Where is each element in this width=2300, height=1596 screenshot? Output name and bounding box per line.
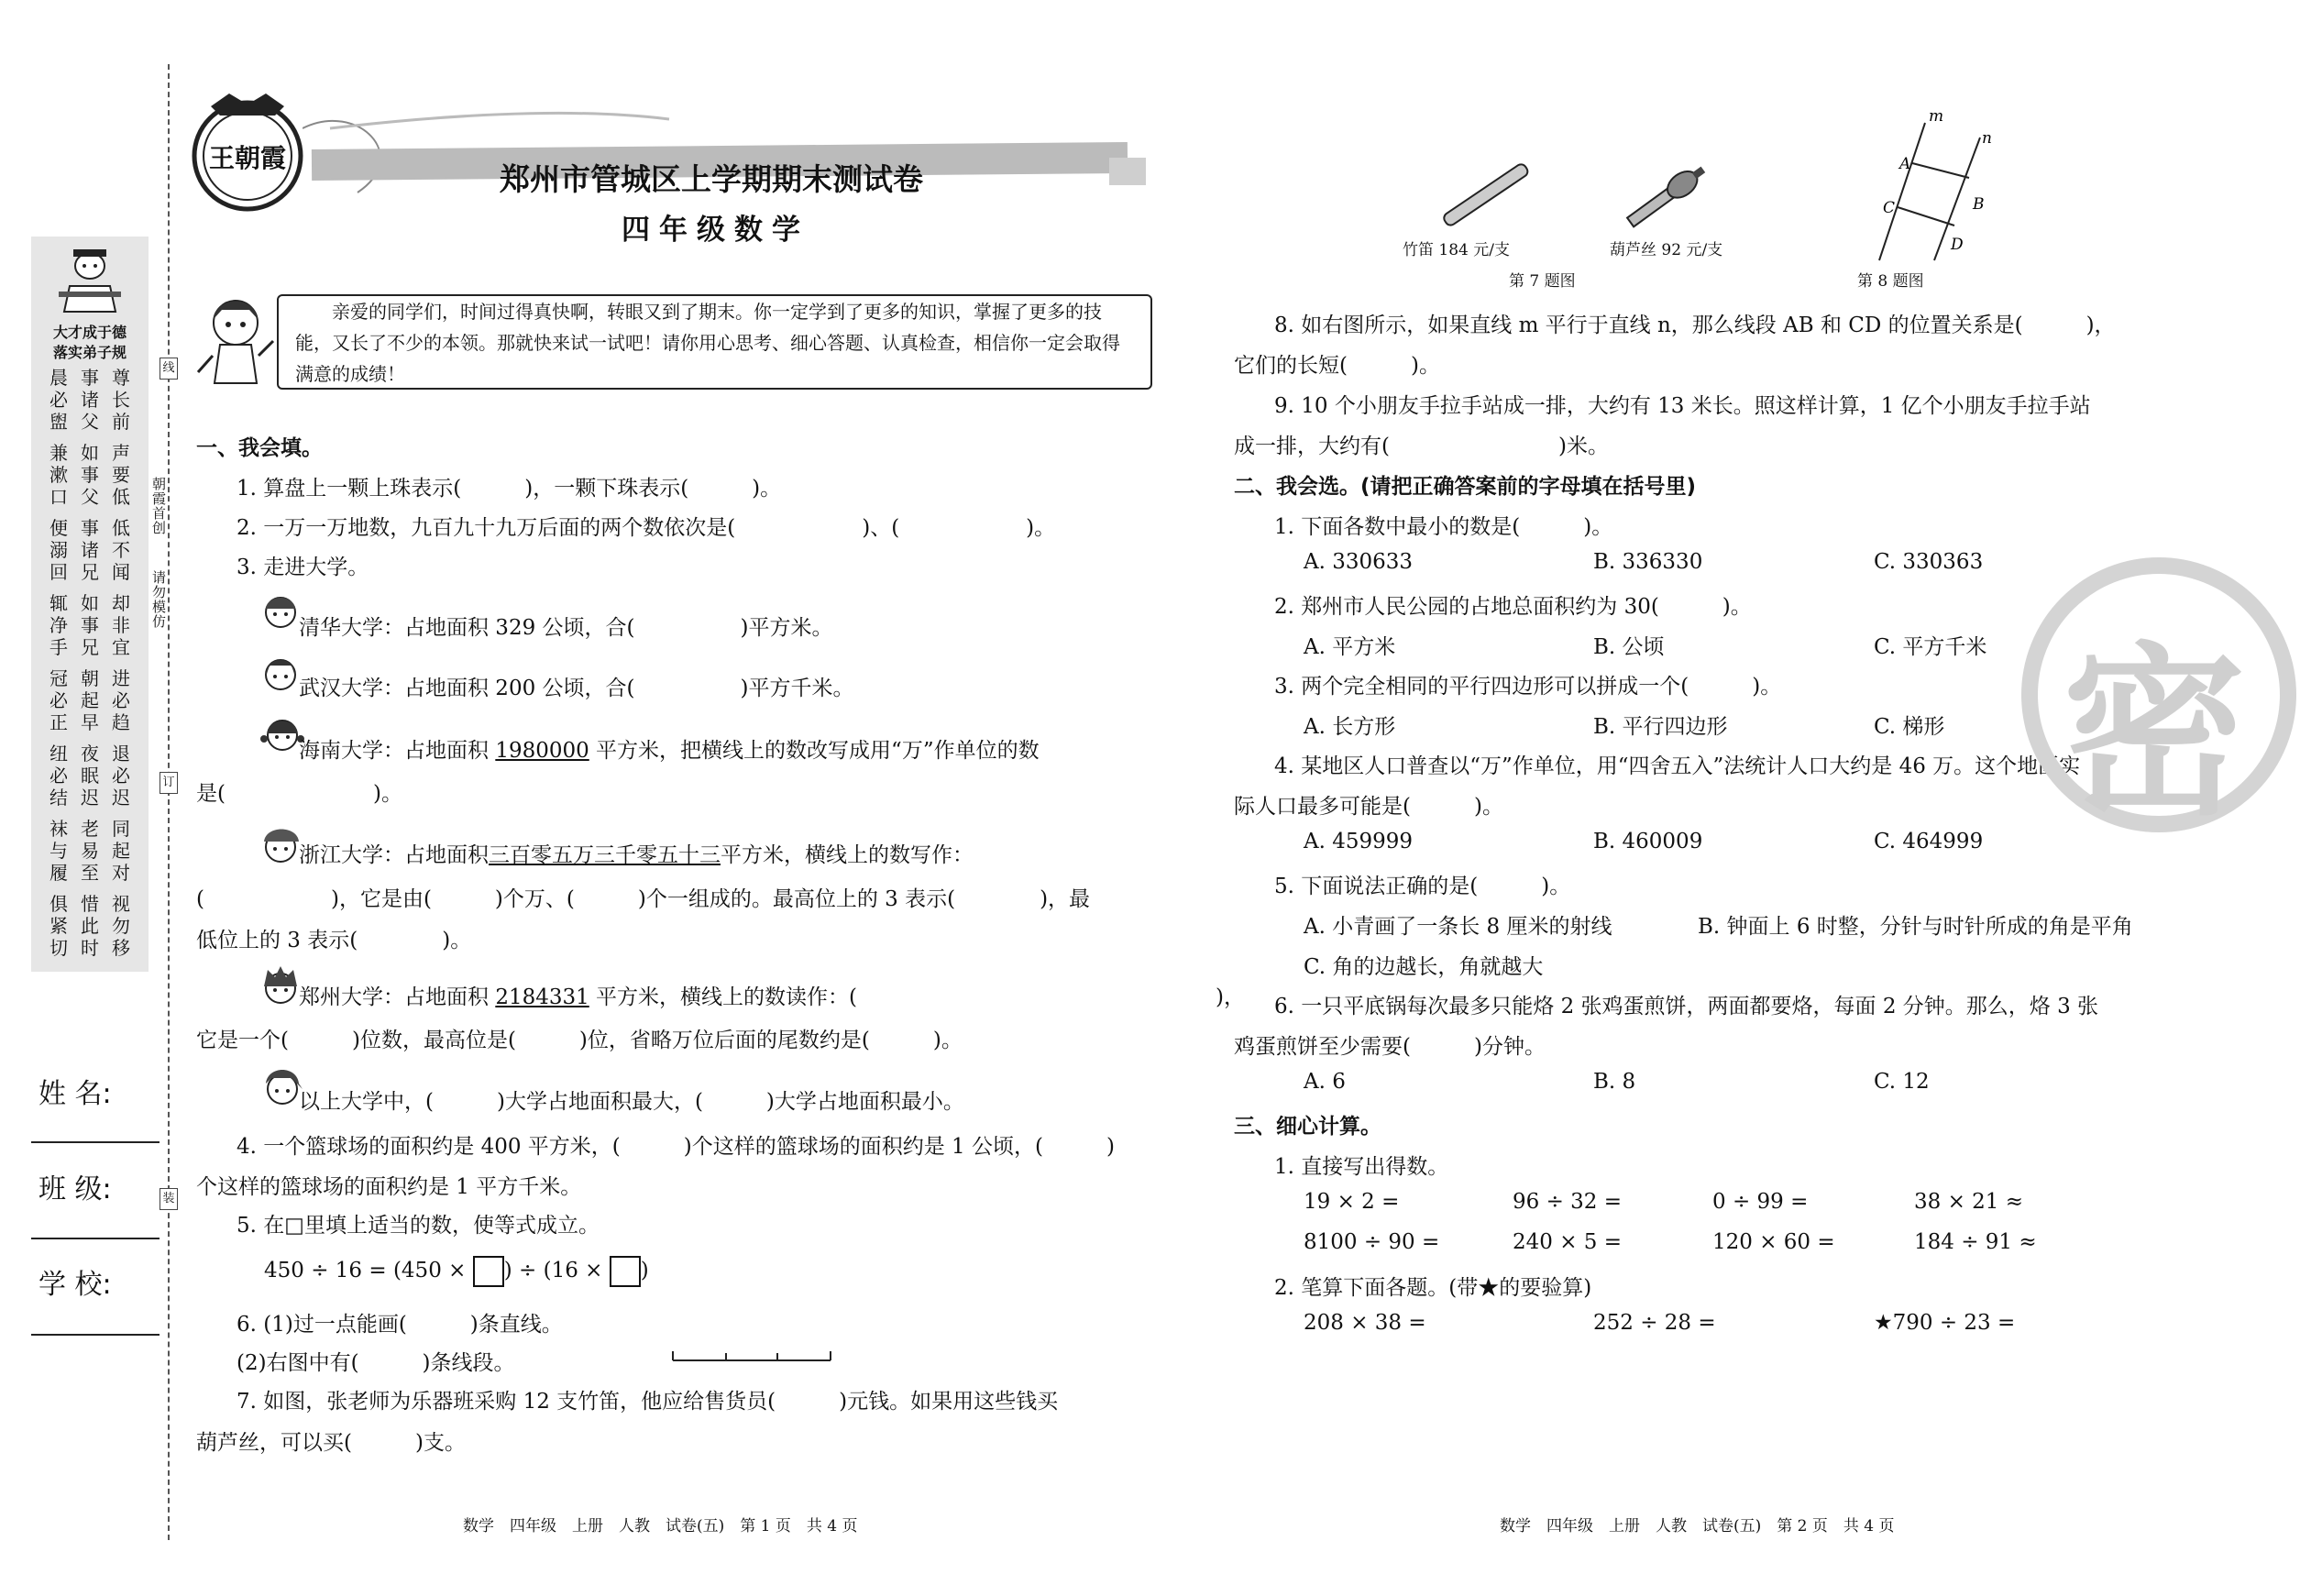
- motto-group: [31, 367, 149, 433]
- motto-char: 袜: [50, 818, 68, 840]
- motto-char: 兄: [81, 561, 99, 583]
- q3-summary: 以上大学中，( )大学占地面积最大，( )大学占地面积最小。: [299, 1090, 964, 1114]
- choice-6-line1: 6. 一只平底锅每次最多只能烙 2 张鸡蛋煎饼，两面都要烙，每面 2 分钟。那么，烙 3 张: [1274, 995, 2099, 1018]
- motto-column: [112, 442, 130, 508]
- q3-zhejiang-number: 三百零五万三千零五十三: [489, 843, 721, 867]
- q3-tsinghua: 清华大学：占地面积 329 公顷，合( )平方米。: [299, 616, 833, 640]
- school-label: 学 校:: [39, 1269, 112, 1301]
- calc-item: 8100 ÷ 90 =: [1304, 1230, 1440, 1254]
- section-3-heading: 三、细心计算。: [1234, 1115, 1381, 1139]
- label-n: n: [1982, 129, 1992, 148]
- motto-column: [81, 743, 99, 809]
- motto-column: [81, 367, 99, 433]
- q5-eq-a: 450 ÷ 16 = (450 ×: [264, 1259, 473, 1282]
- calc-item: 96 ÷ 32 =: [1513, 1190, 1623, 1214]
- motto-group: [31, 743, 149, 809]
- publisher-logo: [183, 88, 312, 216]
- q8-line1: 8. 如右图所示，如果直线 m 平行于直线 n，那么线段 AB 和 CD 的位置关系是( )，: [1274, 314, 2116, 337]
- exam-subtitle: 四年级数学: [622, 214, 809, 247]
- q3-zhejiang-text-b: 平方米，横线上的数写作：: [721, 843, 974, 867]
- q3-zhejiang-text-a: 浙江大学：占地面积: [299, 843, 489, 867]
- motto-char: 同: [112, 818, 130, 840]
- q3-zhengzhou-number: 2184331: [495, 985, 589, 1009]
- class-label: 班 级:: [39, 1173, 112, 1205]
- answer-box[interactable]: [610, 1256, 641, 1287]
- secret-seal-char: 密: [2063, 627, 2247, 841]
- choice-3-opt-c: C. 梯形: [1874, 715, 1945, 739]
- motto-line-2: 落实弟子规: [52, 344, 127, 361]
- q6-part2: (2)右图中有( )条线段。: [237, 1351, 515, 1375]
- calc-2-heading: 2. 笔算下面各题。(带★的要验算): [1274, 1276, 1592, 1300]
- motto-char: 却: [112, 592, 130, 614]
- motto-char: 时: [81, 937, 99, 959]
- motto-column: [50, 667, 68, 733]
- motto-char: 声: [112, 442, 130, 464]
- hulusi-figure: [1613, 152, 1714, 244]
- q9-line1: 9. 10 个小朋友手拉手站成一排，大约有 13 米长。照这样计算，1 亿个小朋友手拉手站: [1274, 394, 2091, 418]
- choice-3-opt-b: B. 平行四边形: [1593, 715, 1728, 739]
- calc-1-heading: 1. 直接写出得数。: [1274, 1155, 1449, 1179]
- motto-char: 诸: [81, 539, 99, 561]
- motto-char: 长: [112, 389, 130, 411]
- choice-5-opt-c: C. 角的边越长，角就越大: [1304, 955, 1544, 979]
- section-2-heading: 二、我会选。(请把正确答案前的字母填在括号里): [1234, 475, 1697, 499]
- motto-char: 前: [112, 411, 130, 433]
- motto-char: 如: [81, 442, 99, 464]
- motto-column: [112, 893, 130, 959]
- q3-zhengzhou-line2: 它是一个( )位数，最高位是( )位，省略万位后面的尾数约是( )。: [196, 1029, 963, 1052]
- choice-6-line2: 鸡蛋煎饼至少需要( )分钟。: [1234, 1035, 1546, 1059]
- motto-char: 至: [81, 862, 99, 884]
- motto-column: [50, 743, 68, 809]
- choice-1-opt-b: B. 336330: [1593, 550, 1703, 574]
- motto-column: [50, 442, 68, 508]
- logo-text: 王朝霞: [208, 143, 287, 173]
- binding-mark-bind: 装: [160, 1188, 178, 1210]
- q3-zhejiang: [299, 838, 974, 868]
- motto-char: 迟: [112, 787, 130, 809]
- student-avatar-icon: [260, 711, 304, 761]
- motto-char: 此: [81, 915, 99, 937]
- motto-char: 纽: [50, 743, 68, 765]
- q3-zhengzhou-text-b: 平方米，横线上的数读作：( )，: [589, 985, 1246, 1009]
- motto-char: 父: [81, 486, 99, 508]
- q5-equation: [264, 1256, 649, 1287]
- motto-column: [50, 517, 68, 583]
- motto-char: 趋: [112, 711, 130, 733]
- motto-char: 溺: [50, 539, 68, 561]
- fig7-caption: 第 7 题图: [1509, 272, 1576, 291]
- binding-line: [168, 64, 170, 1540]
- motto-char: 便: [50, 517, 68, 539]
- motto-char: 兄: [81, 636, 99, 658]
- motto-column: [112, 592, 130, 658]
- motto-column: [112, 517, 130, 583]
- footer-page1: 数学 四年级 上册 人教 试卷(五) 第 1 页 共 4 页: [463, 1517, 858, 1535]
- student-avatar-icon: [260, 821, 303, 871]
- choice-4-opt-a: A. 459999: [1304, 830, 1414, 853]
- motto-char: 朝: [81, 667, 99, 689]
- choice-4-line2: 际人口最多可能是( )。: [1234, 795, 1503, 819]
- student-avatar-icon: [260, 653, 301, 699]
- choice-5-opt-b: B. 钟面上 6 时整，分针与时针所成的角是平角: [1698, 915, 2133, 939]
- label-C: C: [1883, 199, 1896, 217]
- motto-char: 必: [50, 389, 68, 411]
- choice-6-opt-c: C. 12: [1874, 1070, 1930, 1094]
- student-avatar-icon: [260, 963, 303, 1012]
- binding-mark-line: 线: [160, 358, 178, 380]
- motto-char: 切: [50, 937, 68, 959]
- motto-char: 眠: [81, 765, 99, 787]
- label-B: B: [1973, 195, 1985, 214]
- fig8-caption: 第 8 题图: [1857, 272, 1924, 291]
- motto-char: 尊: [112, 367, 130, 389]
- motto-char: 盥: [50, 411, 68, 433]
- class-field[interactable]: [31, 1238, 160, 1239]
- q4-line1: 4. 一个篮球场的面积约是 400 平方米，( )个这样的篮球场的面积约是 1 公顷，( ): [237, 1135, 1115, 1159]
- name-field[interactable]: [31, 1141, 160, 1143]
- parallel-lines-figure: [1843, 110, 2017, 264]
- motto-char: 正: [50, 711, 68, 733]
- motto-char: 俱: [50, 893, 68, 915]
- motto-char: 兼: [50, 442, 68, 464]
- q7-line1: 7. 如图，张老师为乐器班采购 12 支竹笛，他应给售货员( )元钱。如果用这些钱买: [237, 1390, 1059, 1414]
- motto-char: 必: [112, 689, 130, 711]
- exam-title: 郑州市管城区上学期期末测试卷: [500, 161, 923, 197]
- motto-column: [112, 667, 130, 733]
- motto-char: 口: [50, 486, 68, 508]
- motto-column: [112, 743, 130, 809]
- q9-line2: 成一排，大约有( )米。: [1234, 435, 1609, 458]
- label-A: A: [1899, 155, 1911, 173]
- q5: 5. 在□里填上适当的数，使等式成立。: [237, 1214, 600, 1238]
- q1: 1. 算盘上一颗上珠表示( )，一颗下珠表示( )。: [237, 477, 782, 501]
- copyright-note-2: 请勿模仿: [150, 570, 167, 629]
- motto-group: [31, 517, 149, 583]
- q5-eq-c: ): [640, 1259, 649, 1282]
- q8-line2: 它们的长短( )。: [1234, 354, 1440, 378]
- calc-item: 208 × 38 =: [1304, 1311, 1426, 1335]
- motto-char: 进: [112, 667, 130, 689]
- motto-char: 事: [81, 367, 99, 389]
- motto-column: [112, 818, 130, 884]
- choice-1: 1. 下面各数中最小的数是( )。: [1274, 515, 1613, 539]
- motto-char: 事: [81, 464, 99, 486]
- motto-column: [81, 893, 99, 959]
- q7-line2: 葫芦丝，可以买( )支。: [196, 1431, 466, 1455]
- choice-6-opt-b: B. 8: [1593, 1070, 1636, 1094]
- intro-text: 亲爱的同学们，时间过得真快啊，转眼又到了期末。你一定学到了更多的知识，掌握了更多的技能，又长了不少的本领。那就快来试一试吧！请你用心思考、细心答题、认真检查，相信你一定会取得满意的成绩！: [295, 301, 1120, 385]
- motto-group: [31, 667, 149, 733]
- motto-group: [31, 442, 149, 508]
- motto-column: [50, 818, 68, 884]
- calc-item: 120 × 60 =: [1712, 1230, 1835, 1254]
- q6-part1: 6. (1)过一点能画( )条直线。: [237, 1313, 563, 1337]
- motto-char: 勿: [112, 915, 130, 937]
- label-D: D: [1951, 236, 1964, 254]
- q4-line2: 个这样的篮球场的面积约是 1 平方千米。: [196, 1175, 582, 1199]
- motto-char: 迟: [81, 787, 99, 809]
- q3-zhejiang-line2: ( )，它是由( )个万、( )个一组成的。最高位上的 3 表示( )，最: [196, 887, 1091, 911]
- motto-char: 对: [112, 862, 130, 884]
- motto-char: 手: [50, 636, 68, 658]
- motto-char: 老: [81, 818, 99, 840]
- motto-char: 低: [112, 517, 130, 539]
- motto-column: [112, 367, 130, 433]
- choice-5-opt-a: A. 小青画了一条长 8 厘米的射线: [1304, 915, 1612, 939]
- motto-char: 退: [112, 743, 130, 765]
- scholar-illustration: [57, 246, 123, 315]
- motto-char: 紧: [50, 915, 68, 937]
- flute-caption: 竹笛 184 元/支: [1403, 241, 1510, 259]
- motto-char: 结: [50, 787, 68, 809]
- choice-2-opt-c: C. 平方千米: [1874, 635, 1987, 659]
- motto-char: 回: [50, 561, 68, 583]
- choice-2-opt-a: A. 平方米: [1304, 635, 1396, 659]
- calc-item: 38 × 21 ≈: [1914, 1190, 2024, 1214]
- motto-char: 必: [50, 765, 68, 787]
- motto-column: [50, 893, 68, 959]
- choice-1-opt-a: A. 330633: [1304, 550, 1414, 574]
- motto-group: [31, 818, 149, 884]
- motto-char: 起: [81, 689, 99, 711]
- q3-zhejiang-line3: 低位上的 3 表示( )。: [196, 929, 472, 952]
- motto-line-1: 大才成于德: [52, 324, 127, 341]
- motto-char: 与: [50, 840, 68, 862]
- answer-box[interactable]: [473, 1256, 504, 1287]
- motto-char: 诸: [81, 389, 99, 411]
- q3-zhengzhou-text-a: 郑州大学：占地面积: [299, 985, 496, 1009]
- motto-char: 要: [112, 464, 130, 486]
- motto-char: 净: [50, 614, 68, 636]
- calc-item: ★790 ÷ 23 =: [1874, 1311, 2016, 1335]
- choice-6-opt-a: A. 6: [1304, 1070, 1346, 1094]
- motto-group: [31, 592, 149, 658]
- q3-hainan-text-b: 平方米，把横线上的数改写成用“万”作单位的数: [589, 739, 1040, 763]
- label-m: m: [1929, 110, 1944, 126]
- motto-char: 冠: [50, 667, 68, 689]
- calc-item: 240 × 5 =: [1513, 1230, 1623, 1254]
- q3-hainan-answer: 是( )。: [196, 782, 402, 806]
- name-label: 姓 名:: [39, 1078, 112, 1110]
- motto-char: 宜: [112, 636, 130, 658]
- school-field[interactable]: [31, 1334, 160, 1336]
- choice-1-opt-c: C. 330363: [1874, 550, 1984, 574]
- q5-eq-b: ) ÷ (16 ×: [503, 1259, 610, 1282]
- intro-box: [277, 294, 1152, 390]
- choice-4-opt-c: C. 464999: [1874, 830, 1984, 853]
- choice-4-opt-b: B. 460009: [1593, 830, 1703, 853]
- q2: 2. 一万一万地数，九百九十九万后面的两个数依次是( )、( )。: [237, 516, 1056, 540]
- motto-char: 移: [112, 937, 130, 959]
- motto-char: 惜: [81, 893, 99, 915]
- segment-figure: [669, 1346, 834, 1368]
- q3-hainan-number: 1980000: [495, 739, 589, 763]
- copyright-note-1: 朝霞首创: [150, 477, 167, 535]
- motto-char: 低: [112, 486, 130, 508]
- motto-column: [50, 367, 68, 433]
- q3-zhengzhou: [299, 980, 1245, 1010]
- choice-3-opt-a: A. 长方形: [1304, 715, 1396, 739]
- q3-wuhan: 武汉大学：占地面积 200 公顷，合( )平方千米。: [299, 677, 854, 700]
- motto-column: [81, 818, 99, 884]
- motto-char: 履: [50, 862, 68, 884]
- calc-item: 19 × 2 =: [1304, 1190, 1400, 1214]
- choice-3: 3. 两个完全相同的平行四边形可以拼成一个( )。: [1274, 675, 1782, 699]
- binding-mark-order: 订: [160, 772, 178, 794]
- motto-char: 必: [50, 689, 68, 711]
- choice-4-line1: 4. 某地区人口普查以“万”作单位，用“四舍五入”法统计人口大约是 46 万。这个地区实: [1274, 754, 2081, 778]
- motto-char: 如: [81, 592, 99, 614]
- motto-group: [31, 893, 149, 959]
- motto-char: 非: [112, 614, 130, 636]
- motto-column: [81, 517, 99, 583]
- motto-char: 易: [81, 840, 99, 862]
- q3: 3. 走进大学。: [237, 556, 369, 579]
- student-avatar-icon: [260, 1062, 304, 1113]
- motto-char: 视: [112, 893, 130, 915]
- student-avatar-icon: [260, 590, 301, 636]
- motto-char: 辄: [50, 592, 68, 614]
- motto-char: 事: [81, 614, 99, 636]
- motto-char: 事: [81, 517, 99, 539]
- motto-column: [81, 442, 99, 508]
- motto-char: 起: [112, 840, 130, 862]
- motto-char: 早: [81, 711, 99, 733]
- motto-char: 漱: [50, 464, 68, 486]
- choice-2-opt-b: B. 公顷: [1593, 635, 1665, 659]
- motto-char: 父: [81, 411, 99, 433]
- calc-item: 184 ÷ 91 ≈: [1914, 1230, 2037, 1254]
- motto-sidebar: [31, 237, 149, 972]
- motto-column: [50, 592, 68, 658]
- q3-hainan: [299, 733, 1040, 764]
- calc-item: 0 ÷ 99 =: [1712, 1190, 1809, 1214]
- motto-char: 晨: [50, 367, 68, 389]
- footer-page2: 数学 四年级 上册 人教 试卷(五) 第 2 页 共 4 页: [1500, 1517, 1895, 1535]
- motto-char: 必: [112, 765, 130, 787]
- motto-column: [81, 667, 99, 733]
- q3-hainan-text-a: 海南大学：占地面积: [299, 739, 496, 763]
- choice-2: 2. 郑州市人民公园的占地总面积约为 30( )。: [1274, 595, 1752, 619]
- hulusi-caption: 葫芦丝 92 元/支: [1610, 241, 1723, 259]
- motto-char: 闻: [112, 561, 130, 583]
- choice-5: 5. 下面说法正确的是( )。: [1274, 875, 1571, 898]
- motto-char: 不: [112, 539, 130, 561]
- section-1-heading: 一、我会填。: [196, 436, 323, 460]
- motto-char: 夜: [81, 743, 99, 765]
- mascot-girl-illustration: [194, 292, 277, 392]
- motto-column: [81, 592, 99, 658]
- calc-item: 252 ÷ 28 =: [1593, 1311, 1716, 1335]
- flute-figure: [1430, 158, 1540, 240]
